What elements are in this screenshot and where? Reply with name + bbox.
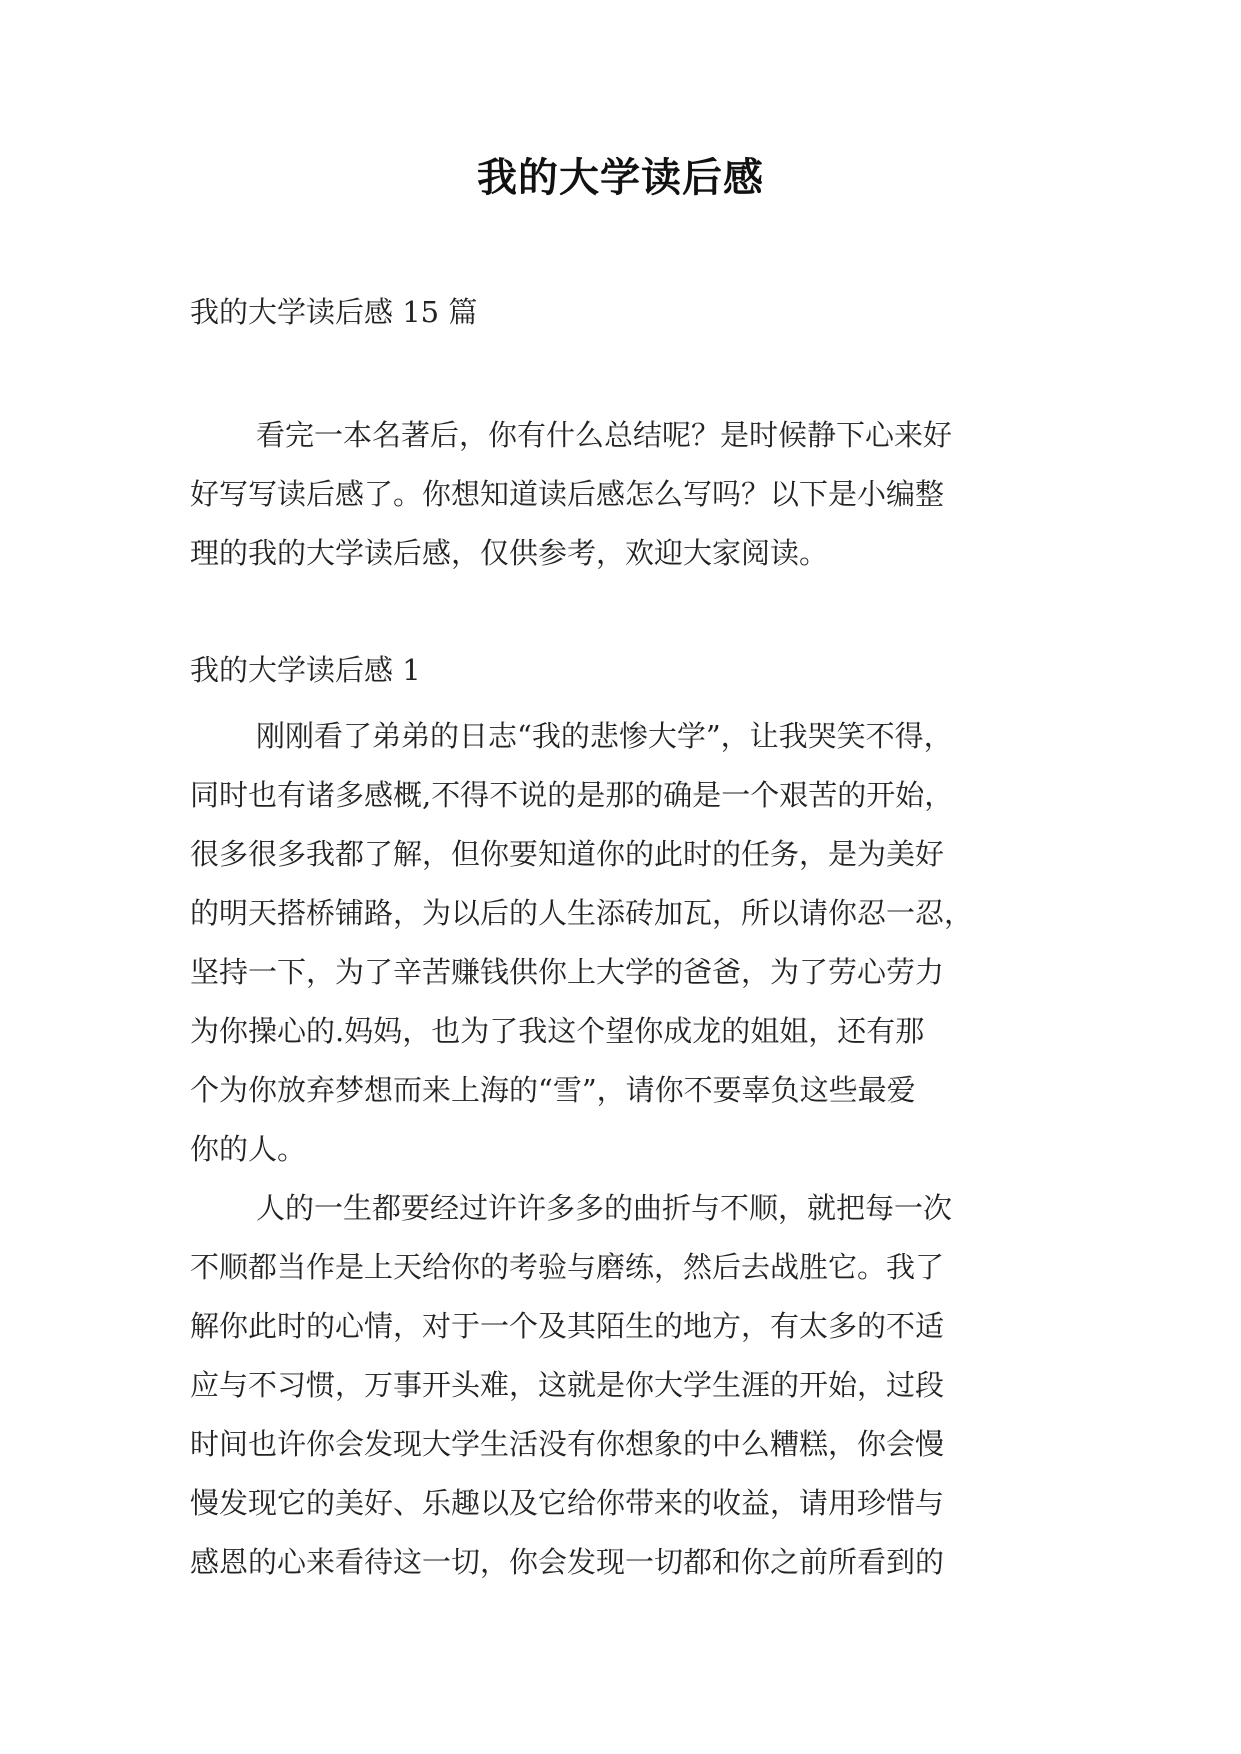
- paragraph-line: 很多很多我都了解，但你要知道你的此时的任务，是为美好: [190, 837, 945, 871]
- paragraph-line: 个为你放弃梦想而来上海的“雪”，请你不要辜负这些最爱: [190, 1073, 916, 1107]
- paragraph-line: 刚刚看了弟弟的日志“我的悲惨大学”，让我哭笑不得，: [256, 719, 953, 753]
- intro-line: 好写写读后感了。你想知道读后感怎么写吗？以下是小编整: [190, 477, 945, 511]
- paragraph-line: 为你操心的.妈妈，也为了我这个望你成龙的姐姐，还有那: [190, 1014, 925, 1048]
- paragraph-line: 你的人。: [190, 1132, 307, 1166]
- paragraph-line: 慢发现它的美好、乐趣以及它给你带来的收益，请用珍惜与: [190, 1486, 945, 1520]
- paragraph-line: 坚持一下，为了辛苦赚钱供你上大学的爸爸，为了劳心劳力: [190, 955, 945, 989]
- paragraph-line: 时间也许你会发现大学生活没有你想象的中么糟糕，你会慢: [190, 1427, 945, 1461]
- section-heading: 我的大学读后感 1: [190, 653, 421, 687]
- section-1: [190, 648, 1060, 1592]
- document-title: 我的大学读后感: [477, 154, 764, 201]
- paragraph-line: 同时也有诸多感概,不得不说的是那的确是一个艰苦的开始，: [190, 778, 954, 812]
- paragraph-line: 感恩的心来看待这一切，你会发现一切都和你之前所看到的: [190, 1545, 945, 1579]
- intro-line: 看完一本名著后，你有什么总结呢？是时候静下心来好: [256, 418, 953, 452]
- paragraph-line: 的明天搭桥铺路，为以后的人生添砖加瓦，所以请你忍一忍，: [190, 896, 974, 930]
- intro-paragraph: [190, 406, 1060, 583]
- section-1-paragraph-2: [190, 1179, 1060, 1592]
- section-1-paragraph-1: [190, 707, 1060, 1179]
- paragraph-line: 人的一生都要经过许许多多的曲折与不顺，就把每一次: [256, 1191, 953, 1225]
- document-subtitle: 我的大学读后感 15 篇: [190, 295, 478, 329]
- paragraph-line: 应与不习惯，万事开头难，这就是你大学生涯的开始，过段: [190, 1368, 945, 1402]
- paragraph-line: 解你此时的心情，对于一个及其陌生的地方，有太多的不适: [190, 1309, 945, 1343]
- intro-line: 理的我的大学读后感，仅供参考，欢迎大家阅读。: [190, 536, 829, 570]
- paragraph-line: 不顺都当作是上天给你的考验与磨练，然后去战胜它。我了: [190, 1250, 945, 1284]
